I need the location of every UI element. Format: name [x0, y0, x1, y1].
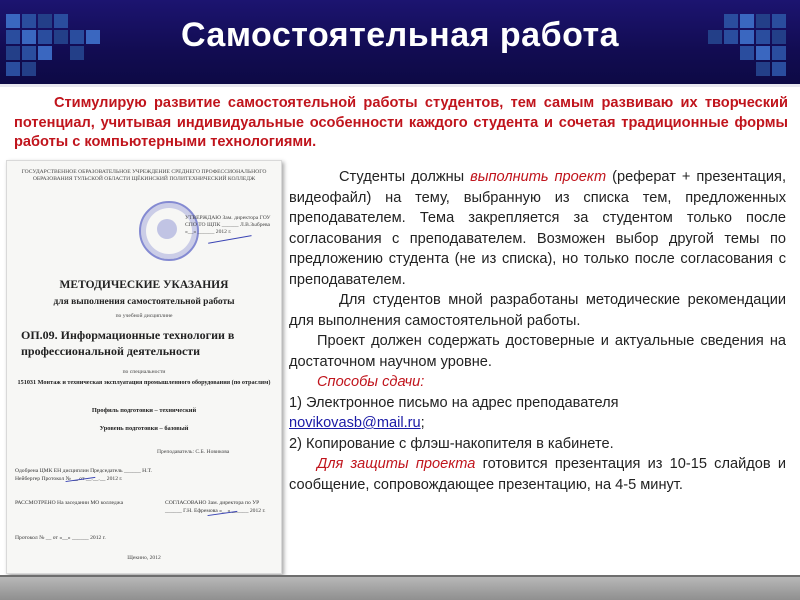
paragraph-recommendations: Для студентов мной разработаны методические рекомендации для выполнения самостоятельной работы. [289, 292, 786, 329]
paragraph-content: Проект должен содержать достоверные и актуальные сведения на достаточном научном уровне. [289, 333, 786, 370]
doc-title: МЕТОДИЧЕСКИЕ УКАЗАНИЯ [59, 279, 229, 291]
doc-organization: ГОСУДАРСТВЕННОЕ ОБРАЗОВАТЕЛЬНОЕ УЧРЕЖДЕНИЕ СРЕДНЕГО ПРОФЕССИОНАЛЬНОГО ОБРАЗОВАНИЯ ТУЛЬСКОЙ ОБЛАСТИ ЩЁКИНСКИЙ ПОЛИТЕХНИЧЕСКИЙ КОЛЛЕДЖ [21, 169, 267, 182]
document-scan [6, 160, 282, 574]
header-banner [0, 0, 800, 84]
doc-city-year: Щекино, 2012 [127, 555, 161, 561]
doc-specialty-label: по специальности [122, 369, 166, 375]
submission-flash: 2) Копирование с флэш-накопителя в кабинете. [289, 435, 614, 452]
footer-bar [0, 577, 800, 600]
highlight-project: выполнить проект [470, 169, 607, 185]
header-divider [0, 84, 800, 87]
doc-profile: Профиль подготовки – технический [91, 407, 197, 414]
doc-agreed: СОГЛАСОВАНО Зам. директора по УР ______ Г.Н. Ефремова «__» ______ 2012 г. [165, 500, 266, 514]
paragraph-defense: Для защиты проекта готовится презентация из 10-15 слайдов и сообщение, сопровождающее презентацию, на 4-5 минут. [289, 456, 786, 493]
seal-emblem-icon [157, 219, 177, 239]
doc-subtitle: для выполнения самостоятельной работы [53, 297, 235, 307]
submission-email: 1) Электронное письмо на адрес преподавателя novikovasb@mail.ru; [289, 394, 619, 431]
doc-teacher: Преподаватель: С.Б. Новикова [157, 449, 230, 455]
doc-committee: Одобрена ЦМК ЕН дисциплин Председатель ______ Н.Т. Нейбергер Протокол № __ от __.__.__ 2012 г. [15, 468, 152, 482]
slide-title: Самостоятельная работа [180, 16, 620, 54]
doc-reviewed: РАССМОТРЕНО На заседании МО колледжа [15, 500, 124, 506]
doc-specialty: 151031 Монтаж и техническая эксплуатация промышленного оборудования (по отраслям) [17, 379, 271, 386]
highlight-defense: Для защиты проекта [317, 456, 476, 472]
paragraph-project: Студенты должны выполнить проект (реферат + презентация, видеофайл) на тему, выбранную из списка тем, предложенных преподавателем. Тема закрепляется за студентом только после согласования с преподавателем. Возможен выбор другой темы по предложению студента (не из списка), но только после согласования с преподавателем. [289, 169, 787, 288]
main-text [289, 167, 786, 495]
submission-heading: Способы сдачи: [317, 374, 425, 390]
email-link[interactable]: novikovasb@mail.ru [289, 415, 421, 431]
doc-protocol: Протокол № __ от «__» ______ 2012 г. [15, 535, 106, 541]
intro-paragraph: Стимулирую развитие самостоятельной работы студентов, тем самым развиваю их творческий потенциал, учитывая индивидуальные особенности каждого студента и сочетая традиционные формы работы с компьютерными технологиями. [14, 95, 788, 150]
doc-level: Уровень подготовки – базовый [99, 425, 189, 432]
doc-approval-block: УТВЕРЖДАЮ Зам. директора ГОУ СПО ТО ЩПК ______ Л.В.Зыбрева «__» ______ 2012 г. [185, 215, 271, 235]
doc-subject: ОП.09. Информационные технологии в профессиональной деятельности [21, 328, 235, 358]
doc-discipline-label: по учебной дисциплине [115, 313, 173, 319]
